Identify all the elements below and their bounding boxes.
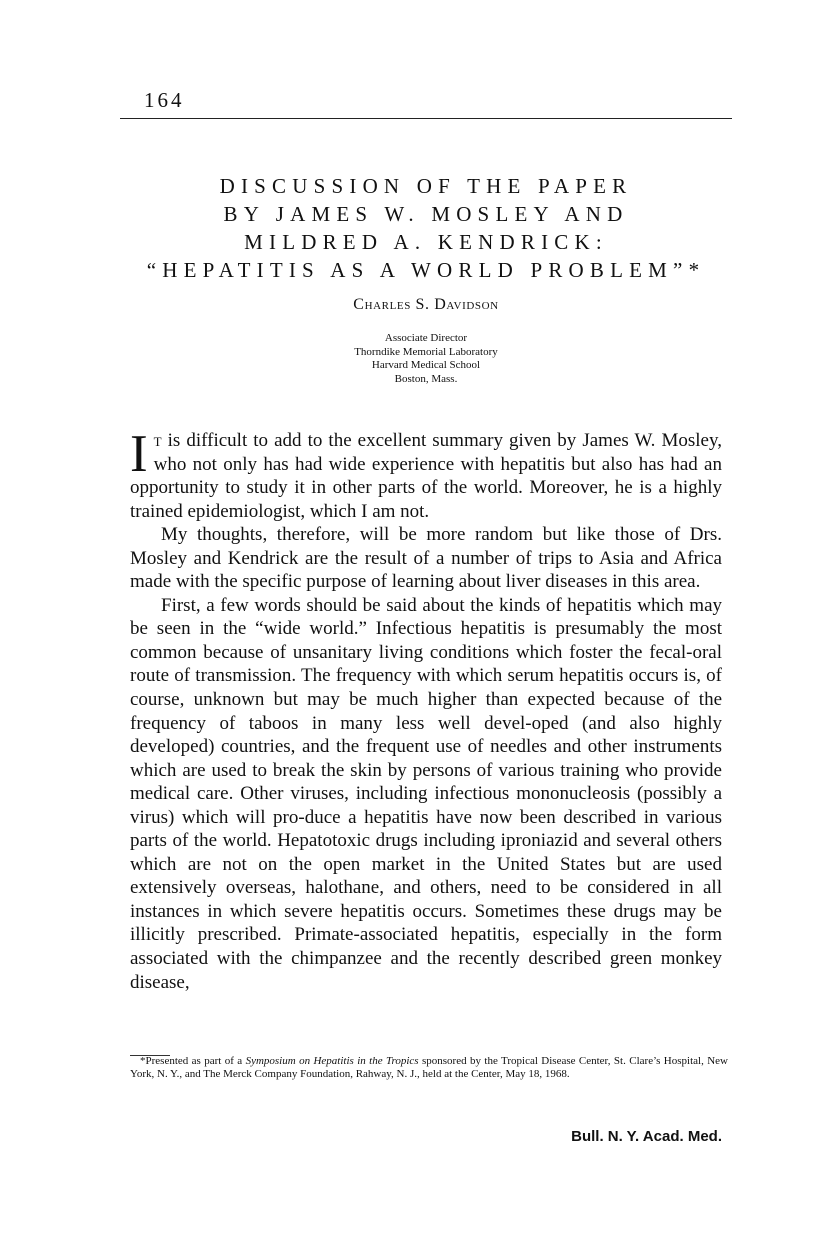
paragraph-1 (130, 425, 722, 523)
footnote-text-end: sponsored by the Tropical Disease Center, St. Clare’s Hospital, New York, N. Y., and The Merck Company Foundation, Rahway, N. J., held at the Center, May 18, 1968. (130, 1055, 728, 1080)
title-line-2: BY JAMES W. MOSLEY AND (223, 202, 629, 226)
article-title (120, 172, 732, 284)
footnote-symposium-title: Symposium on Hepatitis in the Tropics (245, 1055, 419, 1067)
affiliation-line-4: Boston, Mass. (394, 372, 458, 385)
footnote-text-start: *Presented as part of a (140, 1055, 246, 1067)
paragraph-2: My thoughts, therefore, will be more random but like those of Drs. Mosley and Kendrick are the result of a number of trips to Asia and Africa made with the specific purpose of learning about liver diseases in this area. (130, 524, 722, 593)
affiliation-line-1: Associate Director (384, 332, 468, 344)
author-name: Charles S. Davidson (353, 296, 499, 313)
footnote (130, 1055, 728, 1080)
title-line-4: “HEPATITIS AS A WORLD PROBLEM”* (146, 258, 706, 282)
title-line-1: DISCUSSION OF THE PAPER (219, 174, 633, 198)
lead-letter: t (153, 430, 162, 451)
title-line-3: MILDRED A. KENDRICK: (244, 230, 608, 254)
header-rule (120, 118, 732, 119)
paragraph-3: First, a few words should be said about the kinds of hepatitis which may be seen in the “wide world.” Infectious hepatitis is presumably the most common because of unsanitary living conditions which foster the fecal-oral route of transmission. The frequency with which serum hepatitis occurs is, of course, unknown but may be much higher than expected because of the frequency of taboos in many less well devel-oped (and also highly developed) countries, and the frequent use of needles and other instruments which are used to break the skin by persons of various training who provide medical care. Other viruses, including infectious mononucleosis (possibly a virus) which will pro-duce a hepatitis have now been described in various parts of the world. Hepatotoxic drugs including iproniazid and several others which are not on the open market in the United States but are used extensively overseas, halothane, and others, need to be considered in all instances in which severe hepatitis occurs. Sometimes these drugs may be illicitly prescribed. Primate-associated hepatitis, especially in the form associated with the chimpanzee and the recently described green monkey disease, (130, 594, 722, 993)
author-affiliation (120, 332, 732, 386)
affiliation-line-3: Harvard Medical School (371, 359, 481, 371)
journal-reference: Bull. N. Y. Acad. Med. (571, 1128, 722, 1145)
page-number: 164 (144, 88, 185, 112)
affiliation-line-2: Thorndike Memorial Laboratory (354, 345, 498, 358)
drop-cap: I (130, 425, 148, 483)
paragraph-1-text: is difficult to add to the excellent summary given by James W. Mosley, who not only has had wide experience with hepatitis but also has had an opportunity to study it in other parts of the world. Moreover, he is a highly trained epidemiologist, which I am not. (130, 430, 722, 522)
article-body (130, 425, 722, 994)
